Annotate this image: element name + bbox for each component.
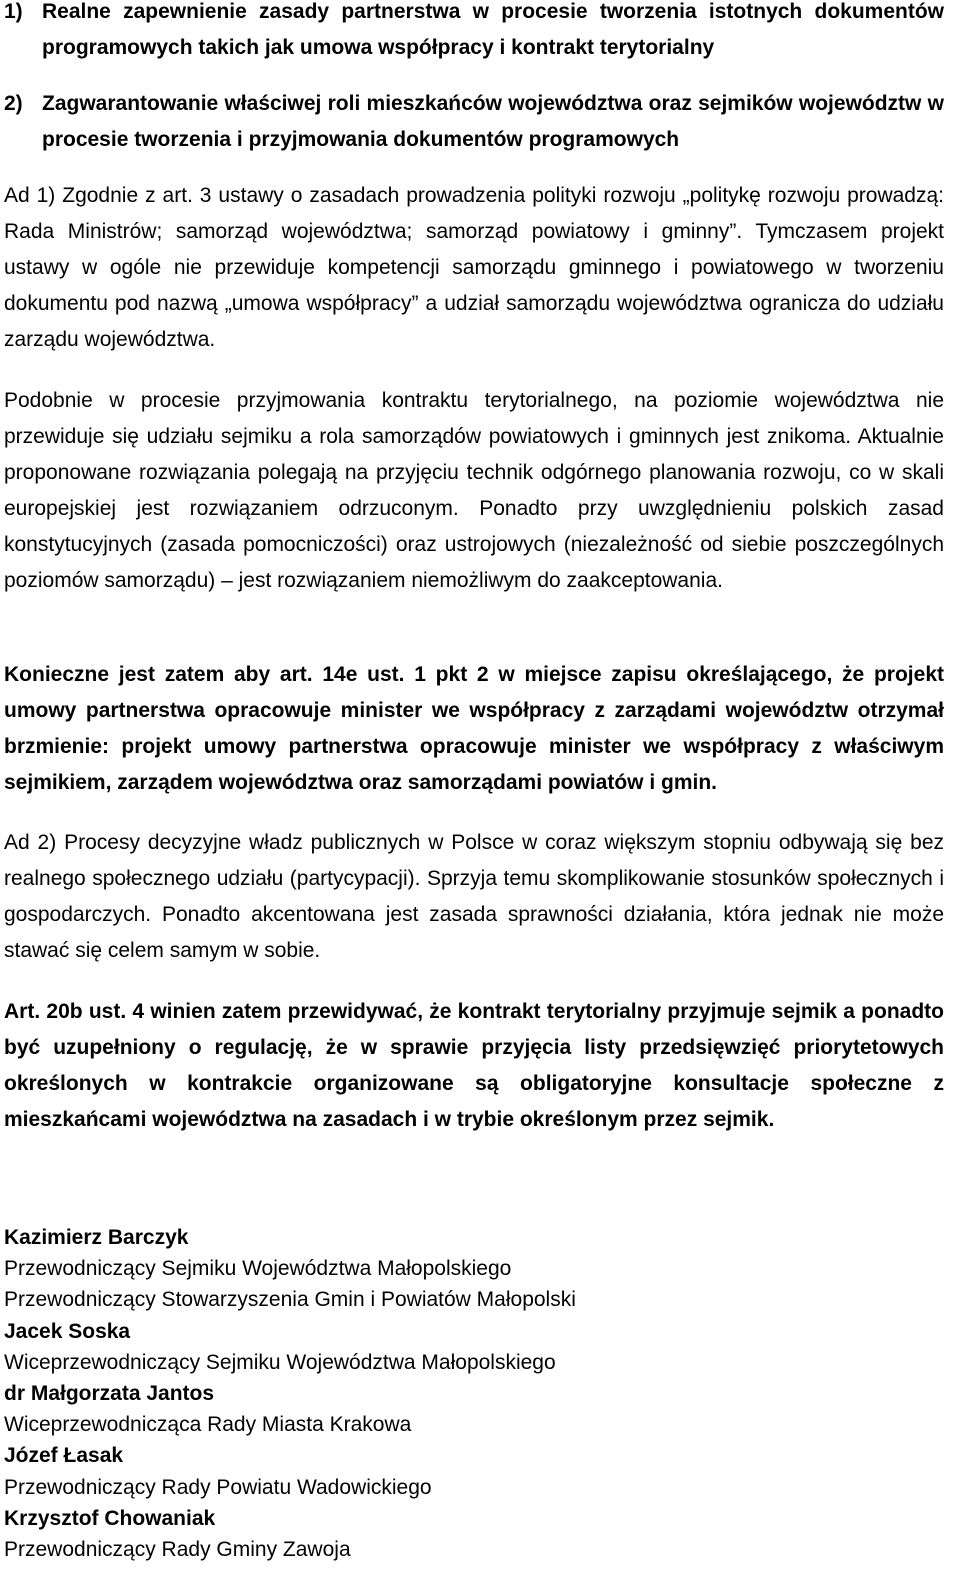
signatory-role: Przewodniczący Rady Powiatu Wadowickiego <box>4 1475 432 1499</box>
signatory-role: Wiceprzewodnicząca Rady Miasta Krakowa <box>4 1413 412 1437</box>
signatory-role: Przewodniczący Stowarzyszenia Gmin i Powiatów Małopolski <box>4 1288 576 1312</box>
signatory-role: Przewodniczący Rady Gminy Zawoja <box>4 1538 351 1562</box>
signature-3 <box>4 1378 944 1440</box>
list-text: Realne zapewnienie zasady partnerstwa w procesie tworzenia istotnych dokumentów programowych takich jak umowa współpracy i kontrakt terytorialny <box>42 0 944 59</box>
list-number: 1) <box>4 0 23 23</box>
signatory-name: Kazimierz Barczyk <box>4 1226 189 1249</box>
signatory-name: Jacek Soska <box>4 1319 131 1343</box>
signatory-role: Wiceprzewodniczący Sejmiku Województwa Małopolskiego <box>4 1350 556 1374</box>
list-text: Zagwarantowanie właściwej roli mieszkańców województwa oraz sejmików województw w procesie tworzenia i przyjmowania dokumentów programowych <box>42 92 944 151</box>
paragraph-ad2-proposal: Art. 20b ust. 4 winien zatem przewidywać, że kontrakt terytorialny przyjmuje sejmik a ponadto być uzupełniony o regulację, że w sprawie przyjęcia listy przedsięwzięć priorytetowych określonych w kontrakcie organizowane są obligatoryjne konsultacje społeczne z mieszkańcami województwa na zasadach i w trybie określonym przez sejmik. <box>4 1000 944 1131</box>
list-item-2 <box>4 86 944 158</box>
paragraph-ad2: Ad 2) Procesy decyzyjne władz publicznych w Polsce w coraz większym stopniu odbywają się bez realnego społecznego udziału (partycypacji). Sprzyja temu skomplikowanie stosunków społecznych i gospodarczych. Ponadto akcentowana jest zasada sprawności działania, która jednak nie może stawać się celem samym w sobie. <box>4 831 944 962</box>
signatory-role: Przewodniczący Sejmiku Województwa Małopolskiego <box>4 1257 512 1281</box>
signature-4 <box>4 1440 944 1502</box>
signature-1 <box>4 1222 944 1316</box>
list-item-1 <box>4 0 944 66</box>
signature-5 <box>4 1503 944 1565</box>
paragraph-ad1-proposal: Konieczne jest zatem aby art. 14e ust. 1 pkt 2 w miejsce zapisu określającego, że projekt umowy partnerstwa opracowuje minister we współpracy z zarządami województw otrzymał brzmienie: projekt umowy partnerstwa opracowuje minister we współpracy z właściwym sejmikiem, zarządem województwa oraz samorządami powiatów i gmin. <box>4 663 944 794</box>
signatures-block <box>4 1222 944 1565</box>
signature-2 <box>4 1316 944 1378</box>
signatory-name: Józef Łasak <box>4 1444 124 1468</box>
paragraph-ad1-intro: Ad 1) Zgodnie z art. 3 ustawy o zasadach prowadzenia polityki rozwoju „politykę rozwoju prowadzą: Rada Ministrów; samorząd województwa; samorząd powiatowy i gminny”. Tymczasem projekt ustawy w ogóle nie przewiduje kompetencji samorządu gminnego i powiatowego w tworzeniu dokumentu pod nazwą „umowa współpracy” a udział samorządu województwa ogranicza do udziału zarządu województwa. <box>4 184 944 351</box>
signatory-name: dr Małgorzata Jantos <box>4 1382 215 1406</box>
list-number: 2) <box>4 92 23 115</box>
paragraph-ad1-continuation: Podobnie w procesie przyjmowania kontraktu terytorialnego, na poziomie województwa nie przewiduje się udziału sejmiku a rola samorządów powiatowych i gminnych jest znikoma. Aktualnie proponowane rozwiązania polegają na przyjęciu technik odgórnego planowania rozwoju, co w skali europejskiej jest rozwiązaniem odrzuconym. Ponadto przy uwzględnieniu polskich zasad konstytucyjnych (zasada pomocniczości) oraz ustrojowych (niezależność od siebie poszczególnych poziomów samorządu) – jest rozwiązaniem niemożliwym do zaakceptowania. <box>4 389 944 592</box>
signatory-name: Krzysztof Chowaniak <box>4 1506 216 1530</box>
